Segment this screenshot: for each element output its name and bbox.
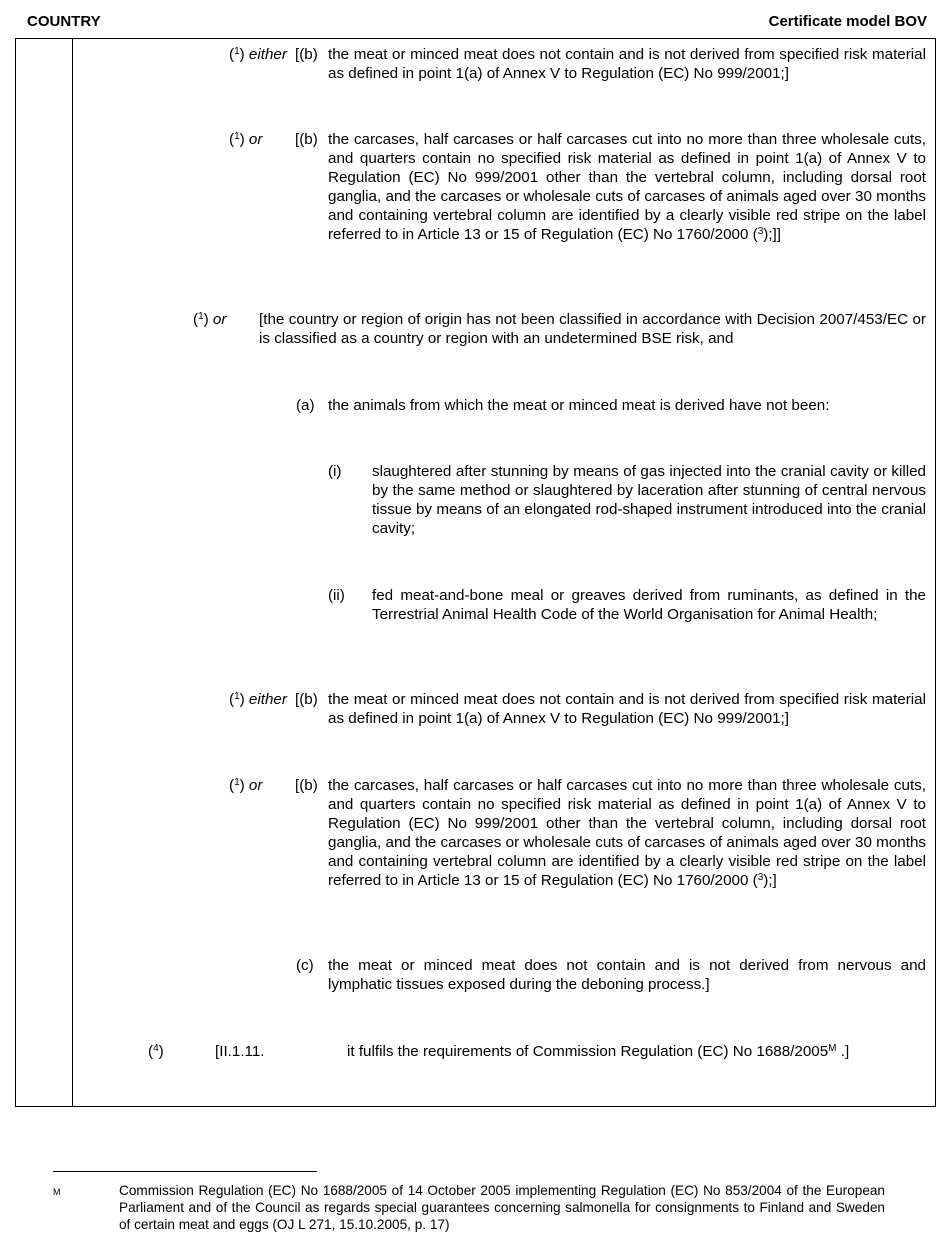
block-1-marker: ($^1$) either [229, 46, 287, 63]
block-4-text: the animals from which the meat or minced meat is derived have not been: [328, 397, 830, 414]
block-7-marker: ($^1$) either [229, 691, 287, 708]
block-8-text: the carcases, half carcases or half carcases cut into no more than three wholesale cuts, and quarters contain no specified risk material as defined in point 1(a) of Annex V to Regulation (EC) No 999/2001 other than the vertebral column, including dorsal root ganglia, and the carcases or wholesale cuts of carcases of animals aged over 30 months and containing vertebral column are identified by a clearly visible red stripe on the label referred to in Article 13 or 15 of Regulation (EC) No 1760/2000 ($^3$);] [328, 777, 926, 889]
block-9-text: the meat or minced meat does not contain and is not derived from nervous and lymphatic tissues exposed during the deboning process.] [328, 957, 926, 993]
header-certificate-model: Certificate model BOV [768, 13, 927, 30]
block-9-prefix: (c) [296, 957, 314, 974]
block-10-text: it fulfils the requirements of Commission Regulation (EC) No $1688/2005^M$ .] [347, 1043, 850, 1060]
block-6-prefix: (ii) [328, 587, 345, 604]
footnote-separator [53, 1171, 317, 1172]
block-8-prefix: [(b) [295, 777, 318, 794]
block-1-text: the meat or minced meat does not contain and is not derived from specified risk material as defined in point 1(a) of Annex V to Regulation (EC) No 999/2001;] [328, 46, 926, 82]
block-7-prefix: [(b) [295, 691, 318, 708]
block-4-prefix: (a) [296, 397, 315, 414]
block-2-text: the carcases, half carcases or half carcases cut into no more than three wholesale cuts, and quarters contain no specified risk material as defined in point 1(a) of Annex V to Regulation (EC) No 999/2001 other than the vertebral column, including dorsal root ganglia, and the carcases or wholesale cuts of carcases of animals aged over 30 months and containing vertebral column are identified by a clearly visible red stripe on the label referred to in Article 13 or 15 of Regulation (EC) No 1760/2000 ($^3$);]] [328, 131, 926, 243]
block-10-note: ($^4$) [148, 1043, 164, 1060]
block-7-text: the meat or minced meat does not contain and is not derived from specified risk material as defined in point 1(a) of Annex V to Regulation (EC) No 999/2001;] [328, 691, 926, 727]
block-10-point: [II.1.11. [215, 1043, 265, 1060]
block-2-marker: ($^1$) or [229, 131, 263, 148]
block-5-prefix: (i) [328, 463, 342, 480]
block-6-text: fed meat-and-bone meal or greaves derived from ruminants, as defined in the Terrestrial Animal Health Code of the World Organisation for Animal Health; [372, 587, 926, 623]
column-divider [72, 38, 73, 1107]
block-8-marker: ($^1$) or [229, 777, 263, 794]
block-2-prefix: [(b) [295, 131, 318, 148]
footnote-mark: M [53, 1187, 61, 1197]
footnote-text: Commission Regulation (EC) No 1688/2005 of 14 October 2005 implementing Regulation (EC) No 853/2004 of the European Parliament and of the Council as regards special guarantees concerning salmonella for consignments to Finland and Sweden of certain meat and eggs (OJ L 271, 15.10.2005, p. 17) [119, 1183, 885, 1232]
block-3-text: [the country or region of origin has not been classified in accordance with Decision 2007/453/EC or is classified as a country or region with an undetermined BSE risk, and [259, 311, 926, 347]
block-3-marker: ($^1$) or [193, 311, 227, 328]
block-5-text: slaughtered after stunning by means of gas injected into the cranial cavity or killed by the same method or slaughtered by laceration after stunning of central nervous tissue by means of an elongated rod-shaped instrument introduced into the cranial cavity; [372, 463, 926, 537]
header-country: COUNTRY [27, 13, 101, 30]
block-1-prefix: [(b) [295, 46, 318, 63]
